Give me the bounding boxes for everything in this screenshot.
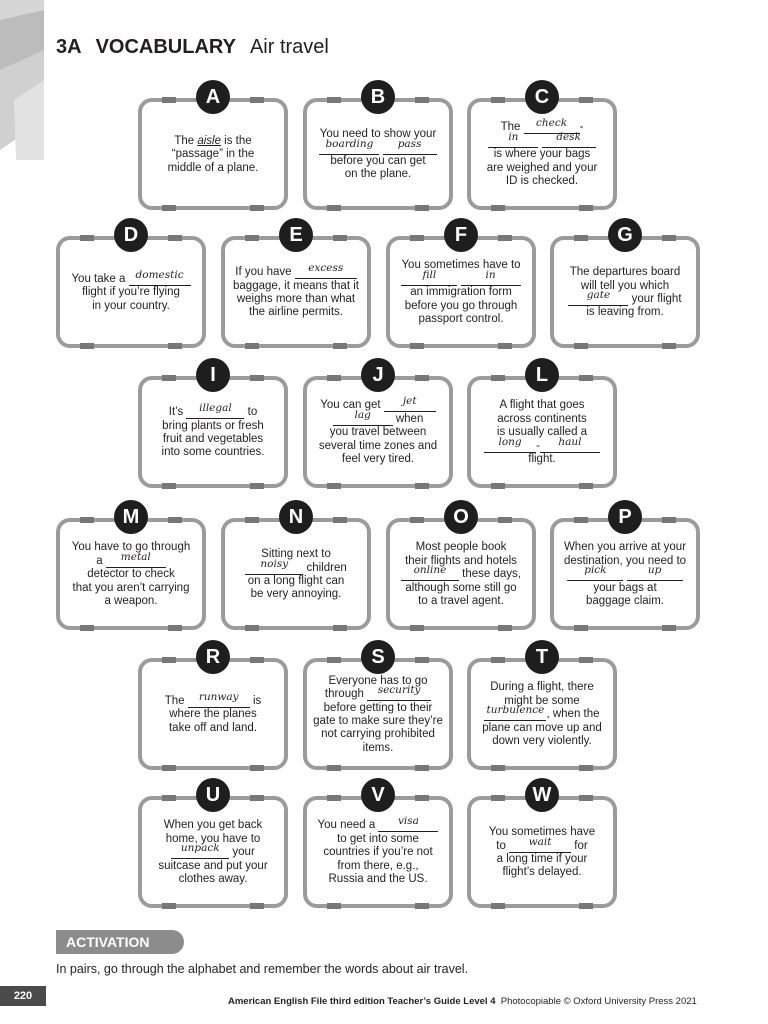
card-line: suitcase and put your (158, 859, 268, 872)
card-r (138, 646, 288, 770)
card-text (477, 112, 607, 198)
card-text (477, 390, 607, 476)
card-tab (415, 483, 429, 489)
card-tab (80, 625, 94, 631)
card-line: on the plane. (344, 168, 412, 181)
card-line: might be some (504, 694, 580, 707)
card-letter-badge: N (279, 500, 313, 534)
card-tab (415, 795, 429, 801)
card-l (467, 364, 617, 488)
card-text (148, 672, 278, 758)
card-text (148, 112, 278, 198)
card-text (313, 672, 443, 758)
card-tab (498, 235, 512, 241)
card-tab (662, 517, 676, 523)
answer-blank (484, 435, 536, 453)
card-tab (168, 517, 182, 523)
answer-blank (129, 268, 191, 286)
card-line: into some countries. (161, 446, 265, 459)
card-line: feel very tired. (341, 453, 415, 466)
card-text (477, 810, 607, 896)
card-text (66, 532, 196, 618)
card-c (467, 86, 617, 210)
card-tab (410, 625, 424, 631)
page-title (56, 36, 329, 59)
card-tab (662, 235, 676, 241)
card-text (148, 810, 278, 896)
card-tab (415, 97, 429, 103)
card-tab (250, 205, 264, 211)
card-tab (491, 903, 505, 909)
handwritten-answer: security (377, 684, 421, 697)
card-tab (250, 795, 264, 801)
section-name: VOCABULARY (95, 36, 236, 58)
handwritten-answer: runway (198, 690, 239, 703)
card-tab (327, 205, 341, 211)
card-tab (168, 343, 182, 349)
answer-blank (627, 564, 683, 581)
card-line: You can get jet (320, 399, 436, 412)
card-a (138, 86, 288, 210)
handwritten-answer: in (485, 268, 496, 281)
handwritten-answer: metal (120, 550, 151, 563)
answer-blank (295, 262, 357, 279)
card-tab (245, 235, 259, 241)
card-text (313, 390, 443, 476)
card-tab (491, 765, 505, 771)
card-line: an immigration form (410, 286, 512, 299)
card-line: The check - (500, 117, 584, 134)
card-tab (250, 375, 264, 381)
card-line: You sometimes have (488, 826, 596, 839)
card-tab (579, 483, 593, 489)
card-tab (327, 375, 341, 381)
card-line: You need to show your (319, 128, 437, 141)
card-tab (162, 903, 176, 909)
handwritten-answer: in (508, 130, 519, 143)
handwritten-answer: fill (422, 268, 437, 281)
card-tab (579, 97, 593, 103)
card-line: You sometimes have to (401, 259, 521, 272)
card-tab (162, 205, 176, 211)
card-tab (80, 517, 94, 523)
card-tab (662, 343, 676, 349)
card-tab (491, 795, 505, 801)
card-letter-badge: I (196, 358, 230, 392)
card-e (221, 224, 371, 348)
handwritten-answer: domestic (135, 268, 184, 281)
card-line: clothes away. (178, 873, 248, 886)
card-line: before you go through (404, 299, 518, 312)
card-tab (410, 343, 424, 349)
card-line: before getting to their (323, 701, 433, 714)
card-line: You need a visa (318, 819, 439, 832)
card-line: lag when (333, 413, 424, 426)
card-line: baggage claim. (586, 595, 664, 608)
card-line: items. (362, 741, 394, 754)
card-line: Sitting next to (261, 548, 331, 561)
card-letter-badge: E (279, 218, 313, 252)
card-line: fruit and vegetables (162, 433, 264, 445)
card-line: is where your bags (493, 148, 591, 161)
card-tab (333, 517, 347, 523)
card-letter-badge: U (196, 778, 230, 812)
card-tab (415, 375, 429, 381)
card-line (319, 137, 436, 155)
card-tab (574, 517, 588, 523)
card-g (550, 224, 700, 348)
card-text (148, 390, 278, 476)
card-line: not carrying prohibited (321, 728, 435, 741)
card-line: The runway is (164, 690, 262, 707)
card-text (396, 250, 526, 336)
card-tab (415, 205, 429, 211)
card-tab (491, 97, 505, 103)
card-letter-badge: L (525, 358, 559, 392)
card-line: across continents (497, 412, 587, 425)
handwritten-answer: excess (308, 262, 344, 275)
card-tab (80, 343, 94, 349)
card-tab (162, 483, 176, 489)
card-s (303, 646, 453, 770)
handwritten-answer: unpack (180, 842, 220, 855)
card-line: are weighed and your (486, 161, 598, 174)
card-text (560, 250, 690, 336)
card-line: unpack your (171, 846, 255, 859)
card-tab (168, 625, 182, 631)
handwritten-answer: pass (397, 137, 422, 150)
answer-blank (401, 268, 457, 286)
card-letter-badge: J (361, 358, 395, 392)
card-tab (579, 205, 593, 211)
card-line: take off and land. (168, 721, 258, 734)
card-tab (80, 235, 94, 241)
card-tab (579, 903, 593, 909)
card-tab (491, 375, 505, 381)
handwritten-answer: wait (528, 835, 552, 848)
card-line: is leaving from. (586, 306, 664, 319)
card-tab (491, 205, 505, 211)
card-line: It’s illegal to (168, 402, 258, 419)
answer-blank (245, 557, 303, 575)
card-letter-badge: S (361, 640, 395, 674)
card-line: plane can move up and (482, 721, 602, 734)
card-letter-badge: V (361, 778, 395, 812)
page-number: 220 (0, 986, 46, 1006)
card-line: long - haul (484, 440, 600, 453)
card-letter-badge: B (361, 80, 395, 114)
card-line: to wait for (496, 835, 588, 852)
card-line: their flights and hotels (405, 554, 517, 567)
card-line: noisy children (245, 562, 346, 575)
card-line: Russia and the US. (328, 873, 428, 886)
card-line: weighs more than what (236, 293, 356, 305)
card-line: middle of a plane. (167, 161, 259, 174)
card-line: where the planes (169, 708, 257, 721)
handwritten-answer: illegal (199, 402, 232, 415)
handwritten-answer: online (413, 564, 447, 577)
card-letter-badge: D (114, 218, 148, 252)
card-line: A flight that goes (499, 399, 585, 412)
card-line: several time zones and (318, 439, 438, 452)
card-text (313, 810, 443, 896)
card-line: Most people book (415, 541, 507, 554)
card-j (303, 364, 453, 488)
card-o (386, 506, 536, 630)
card-tab (250, 765, 264, 771)
answer-blank (401, 564, 459, 581)
handwritten-answer: jet (402, 395, 417, 408)
card-line: to a travel agent. (418, 595, 504, 608)
card-tab (662, 625, 676, 631)
topic-name: Air travel (249, 36, 329, 58)
answer-blank (384, 395, 436, 412)
card-f (386, 224, 536, 348)
card-tab (162, 97, 176, 103)
handwritten-answer: check (536, 117, 568, 130)
answer-blank (106, 550, 166, 568)
card-tab (415, 765, 429, 771)
card-u (138, 784, 288, 908)
card-letter-badge: A (196, 80, 230, 114)
card-tab (579, 795, 593, 801)
card-tab (498, 343, 512, 349)
card-line: down very violently. (492, 735, 592, 748)
handwritten-answer: noisy (260, 557, 289, 570)
card-line: turbulence , when the (484, 708, 599, 721)
card-letter-badge: P (608, 500, 642, 534)
card-tab (333, 343, 347, 349)
card-tab (245, 625, 259, 631)
card-tab (333, 235, 347, 241)
card-text (560, 532, 690, 618)
card-line: although some still go (405, 581, 517, 594)
card-tab (162, 375, 176, 381)
card-tab (410, 235, 424, 241)
handwritten-answer: up (647, 564, 662, 577)
card-tab (250, 483, 264, 489)
card-tab (250, 97, 264, 103)
answer-blank (568, 289, 628, 306)
section-code: 3A (56, 36, 82, 58)
card-line: flight if you’re flying (82, 286, 180, 299)
card-text (396, 532, 526, 618)
card-line: gate your flight (568, 293, 681, 306)
card-tab (162, 657, 176, 663)
copyright: Photocopiable © Oxford University Press 2021 (500, 996, 697, 1007)
card-line: a long time if your (496, 853, 588, 865)
card-text (66, 250, 196, 336)
handwritten-answer: gate (586, 289, 611, 301)
handwritten-answer: boarding (325, 137, 374, 150)
card-tab (574, 235, 588, 241)
card-tab (250, 657, 264, 663)
card-line: a metal (96, 555, 166, 568)
handwritten-answer: lag (354, 408, 371, 421)
card-line: that you aren’t carrying (72, 581, 190, 594)
handwritten-answer: turbulence (486, 704, 545, 717)
card-w (467, 784, 617, 908)
card-tab (498, 517, 512, 523)
card-line: is usually called a (496, 426, 588, 439)
activation-label: ACTIVATION (56, 930, 184, 954)
card-i (138, 364, 288, 488)
card-letter-badge: T (525, 640, 559, 674)
book-title: American English File third edition Teacher’s Guide Level 4 (228, 996, 496, 1007)
keyword: aisle (197, 134, 221, 147)
card-line: The departures board (569, 266, 681, 279)
card-tab (574, 343, 588, 349)
card-line: You take a domestic (71, 273, 190, 286)
card-tab (327, 903, 341, 909)
card-line: baggage, it means that it (233, 279, 359, 292)
card-line: gate to make sure they’re (313, 715, 443, 727)
handwritten-answer: visa (398, 815, 419, 828)
card-line: through security (325, 688, 431, 701)
card-letter-badge: F (444, 218, 478, 252)
card-tab (415, 657, 429, 663)
card-line: from there, e.g., (337, 859, 419, 872)
card-tab (415, 903, 429, 909)
answer-blank (461, 268, 521, 286)
card-text (231, 532, 361, 618)
card-line: flight’s delayed. (502, 866, 582, 879)
card-line: before you can get (330, 155, 426, 167)
card-line: detector to check (87, 568, 175, 581)
card-tab (574, 625, 588, 631)
card-line: passport control. (418, 313, 504, 326)
handwritten-answer: pick (584, 564, 607, 577)
card-line: If you have excess (235, 266, 356, 279)
card-tab (327, 97, 341, 103)
answer-blank (567, 564, 623, 581)
card-line: When you arrive at your (563, 541, 687, 554)
answer-blank (383, 137, 437, 155)
card-tab (168, 235, 182, 241)
card-b (303, 86, 453, 210)
corner-decoration (0, 0, 48, 165)
card-line: you travel between (329, 426, 427, 439)
card-line: be very annoying. (250, 588, 342, 601)
card-n (221, 506, 371, 630)
card-text (231, 250, 361, 336)
card-line (567, 564, 682, 581)
activation-instruction: In pairs, go through the alphabet and remember the words about air travel. (56, 962, 469, 976)
card-letter-badge: G (608, 218, 642, 252)
card-text (477, 672, 607, 758)
footer (228, 996, 697, 1007)
card-letter-badge: R (196, 640, 230, 674)
card-t (467, 646, 617, 770)
card-d (56, 224, 206, 348)
card-line: Everyone has to go (328, 674, 428, 687)
card-line: ID is checked. (505, 175, 579, 188)
card-line (401, 268, 520, 286)
card-letter-badge: C (525, 80, 559, 114)
card-tab (579, 375, 593, 381)
card-tab (498, 625, 512, 631)
card-tab (579, 765, 593, 771)
answer-blank (488, 130, 538, 148)
card-text (313, 112, 443, 198)
card-line: home, you have to (165, 832, 261, 845)
card-line: your bags at (593, 581, 657, 594)
card-line: the airline permits. (249, 306, 343, 319)
card-p (550, 506, 700, 630)
card-tab (327, 795, 341, 801)
card-line: When you get back (163, 819, 263, 832)
card-v (303, 784, 453, 908)
card-line: “passage” in the (171, 148, 255, 161)
card-tab (327, 483, 341, 489)
answer-blank (378, 815, 438, 832)
card-line (488, 130, 595, 148)
card-line: bring plants or fresh (162, 419, 264, 432)
card-line: countries if you’re not (323, 846, 433, 859)
handwritten-answer: long (498, 435, 522, 448)
card-tab (491, 657, 505, 663)
handwritten-answer: desk (556, 130, 581, 143)
card-tab (327, 657, 341, 663)
card-tab (327, 765, 341, 771)
card-tab (410, 517, 424, 523)
card-letter-badge: W (525, 778, 559, 812)
answer-blank (542, 130, 596, 148)
card-line: flight. (528, 453, 556, 466)
card-tab (250, 903, 264, 909)
card-tab (245, 517, 259, 523)
card-line: a weapon. (104, 595, 158, 608)
card-tab (491, 483, 505, 489)
card-line: During a flight, there (490, 681, 594, 694)
answer-blank (319, 137, 379, 155)
card-tab (333, 625, 347, 631)
card-line: to get into some (337, 832, 419, 845)
handwritten-answer: haul (558, 435, 582, 448)
card-m (56, 506, 206, 630)
card-tab (579, 657, 593, 663)
card-line: on a long flight can (247, 575, 345, 587)
card-line: The aisle is the (174, 134, 252, 147)
card-letter-badge: M (114, 500, 148, 534)
card-letter-badge: O (444, 500, 478, 534)
card-tab (245, 343, 259, 349)
card-line: You have to go through (71, 541, 191, 554)
card-line: online these days, (401, 568, 521, 581)
card-line: will tell you which (580, 279, 670, 292)
card-line: in your country. (92, 299, 170, 312)
card-tab (162, 795, 176, 801)
card-tab (162, 765, 176, 771)
card-line: destination, you need to (563, 554, 687, 567)
